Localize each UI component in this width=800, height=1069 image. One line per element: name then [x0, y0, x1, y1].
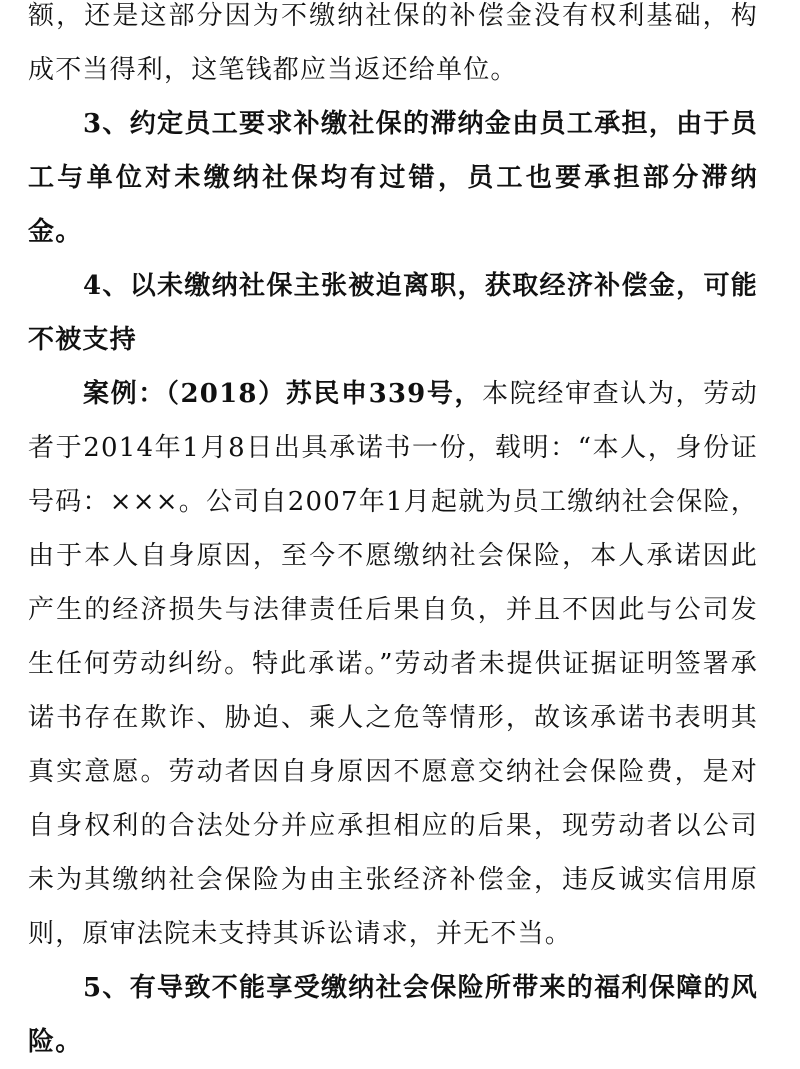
- heading-point-3: 3、约定员工要求补缴社保的滞纳金由员工承担，由于员工与单位对未缴纳社保均有过错，员工也要承担部分滞纳金。: [28, 109, 758, 247]
- heading-point-5: 5、有导致不能享受缴纳社会保险所带来的福利保障的风险。: [28, 973, 758, 1057]
- case-body: 本院经审查认为，劳动者于2014年1月8日出具承诺书一份，载明：“本人，身份证号码：×××。公司自2007年1月起就为员工缴纳社会保险，由于本人自身原因，至今不愿缴纳社会保险，本人承诺因此产生的经济损失与法律责任后果自负，并且不因此与公司发生任何劳动纠纷。特此承诺。”劳动者未提供证据证明签署承诺书存在欺诈、胁迫、乘人之危等情形，故该承诺书表明其真实意愿。劳动者因自身原因不愿意交纳社会保险费，是对自身权利的合法处分并应承担相应的后果，现劳动者以公司未为其缴纳社会保险为由主张经济补偿金，违反诚实信用原则，原审法院未支持其诉讼请求，并无不当。: [28, 379, 758, 949]
- case-paragraph: [28, 367, 758, 961]
- heading-point-4: 4、以未缴纳社保主张被迫离职，获取经济补偿金，可能不被支持: [28, 271, 758, 355]
- paragraph-continuation: 额，还是这部分因为不缴纳社保的补偿金没有权利基础，构成不当得利，这笔钱都应当返还给单位。: [28, 1, 758, 85]
- case-label: 案例：（2018）苏民申339号，: [83, 379, 483, 409]
